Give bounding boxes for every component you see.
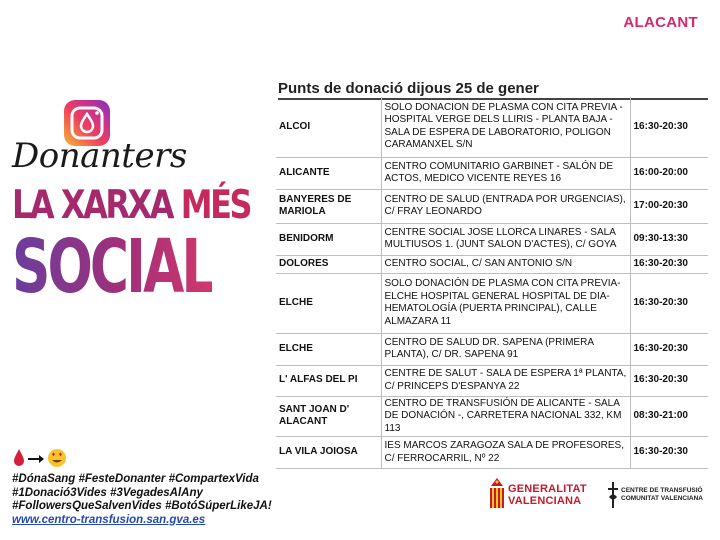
city-cell: ELCHE	[276, 273, 381, 333]
hashtag-line: #1Donació3Vides #3VegadesAlAny	[12, 486, 203, 499]
hashtag-line: #FollowersQueSalvenVides #BotóSúperLikeJA!	[12, 500, 272, 512]
time-cell: 16:30-20:30	[630, 333, 708, 365]
address-cell: SOLO DONACIÓN DE PLASMA CON CITA PREVIA- ELCHE HOSPITAL GENERAL HOSPITAL DE DIA-HEMATOLOGÍA (PUERTA PRINCIPAL), CALLE ALMAZARA 11	[381, 273, 630, 333]
city-cell: BANYERES DE MARIOLA	[276, 189, 381, 223]
time-cell: 16:30-20:30	[630, 255, 708, 273]
ct-line-1: CENTRE DE TRANSFUSIÓ	[621, 487, 703, 494]
hashtag-line: #DónaSang #FesteDonanter #CompartexVida	[12, 473, 259, 485]
time-cell: 17:00-20:30	[630, 189, 708, 223]
emoji-row	[12, 447, 72, 469]
slogan-part-2: MÉS	[180, 183, 251, 228]
region-title: ALACANT	[623, 14, 698, 31]
table-row	[276, 97, 708, 157]
time-cell: 16:30-20:30	[630, 273, 708, 333]
table-row	[276, 273, 708, 333]
drop-arrow-heart-eyes-icon	[12, 447, 72, 469]
website-link[interactable]: www.centro-transfusion.san.gva.es	[12, 513, 206, 526]
address-cell: SOLO DONACION DE PLASMA CON CITA PREVIA - HOSPITAL VERGE DELS LLIRIS - PLANTA BAJA - SALA DE ESPERA DE LABORATORIO, POLIGON CARAMANXEL S/N	[381, 97, 630, 157]
generalitat-emblem-icon	[488, 476, 506, 512]
city-cell: ELCHE	[276, 333, 381, 365]
time-cell: 16:30-20:30	[630, 437, 708, 469]
address-cell: CENTRO DE TRANSFUSIÓN DE ALICANTE - SALA DE DONACIÓN -, CARRETERA NACIONAL 332, KM 113	[381, 396, 630, 437]
time-cell: 16:30-20:30	[630, 97, 708, 157]
city-cell: LA VILA JOIOSA	[276, 437, 381, 469]
time-cell: 16:30-20:30	[630, 365, 708, 396]
table-row	[276, 189, 708, 223]
generalitat-logo	[488, 476, 506, 517]
transfusion-center-icon	[606, 480, 620, 510]
city-cell: ALICANTE	[276, 157, 381, 189]
generalitat-line-1: GENERALITAT	[508, 483, 587, 495]
table-row	[276, 437, 708, 469]
time-cell: 09:30-13:30	[630, 223, 708, 255]
schedule-table	[276, 97, 708, 469]
table-row	[276, 157, 708, 189]
address-cell: CENTRO SOCIAL, C/ SAN ANTONIO S/N	[381, 255, 630, 273]
slogan-part-1: LA XARXA	[12, 183, 173, 228]
hashtags-block	[12, 473, 272, 527]
address-cell: CENTRO DE SALUD (ENTRADA POR URGENCIAS), C/ FRAY LEONARDO	[381, 189, 630, 223]
address-cell: CENTRE DE SALUT - SALA DE ESPERA 1ª PLANTA, C/ PRINCEPS D'ESPANYA 22	[381, 365, 630, 396]
slogan-line-1	[12, 183, 250, 229]
city-cell: DOLORES	[276, 255, 381, 273]
generalitat-line-2: VALENCIANA	[508, 495, 582, 507]
address-cell: CENTRO COMUNITARIO GARBINET - SALÓN DE ACTOS, MEDICO VICENTE REYES 16	[381, 157, 630, 189]
centre-transfusio-logo	[606, 480, 620, 515]
schedule-title: Punts de donació dijous 25 de gener	[278, 80, 708, 100]
city-cell: ALCOI	[276, 97, 381, 157]
table-row	[276, 255, 708, 273]
brand-name: Donanters	[12, 136, 187, 176]
ct-line-2: COMUNITAT VALENCIANA	[621, 495, 703, 502]
city-cell: SANT JOAN D' ALACANT	[276, 396, 381, 437]
city-cell: BENIDORM	[276, 223, 381, 255]
address-cell: IES MARCOS ZARAGOZA SALA DE PROFESORES, C/ FERROCARRIL, Nº 22	[381, 437, 630, 469]
time-cell: 08:30-21:00	[630, 396, 708, 437]
table-row	[276, 223, 708, 255]
centre-transfusio-text	[621, 487, 703, 503]
table-row	[276, 396, 708, 437]
generalitat-text	[508, 483, 587, 507]
table-row	[276, 365, 708, 396]
table-row	[276, 333, 708, 365]
city-cell: L' ALFAS DEL PI	[276, 365, 381, 396]
address-cell: CENTRE SOCIAL JOSE LLORCA LINARES - SALA MULTIUSOS 1. (JUNT SALON D'ACTES), C/ GOYA	[381, 223, 630, 255]
slogan-line-2: SOCIAL	[12, 224, 213, 310]
time-cell: 16:00-20:00	[630, 157, 708, 189]
address-cell: CENTRO DE SALUD DR. SAPENA (PRIMERA PLANTA), C/ DR. SAPENA 91	[381, 333, 630, 365]
